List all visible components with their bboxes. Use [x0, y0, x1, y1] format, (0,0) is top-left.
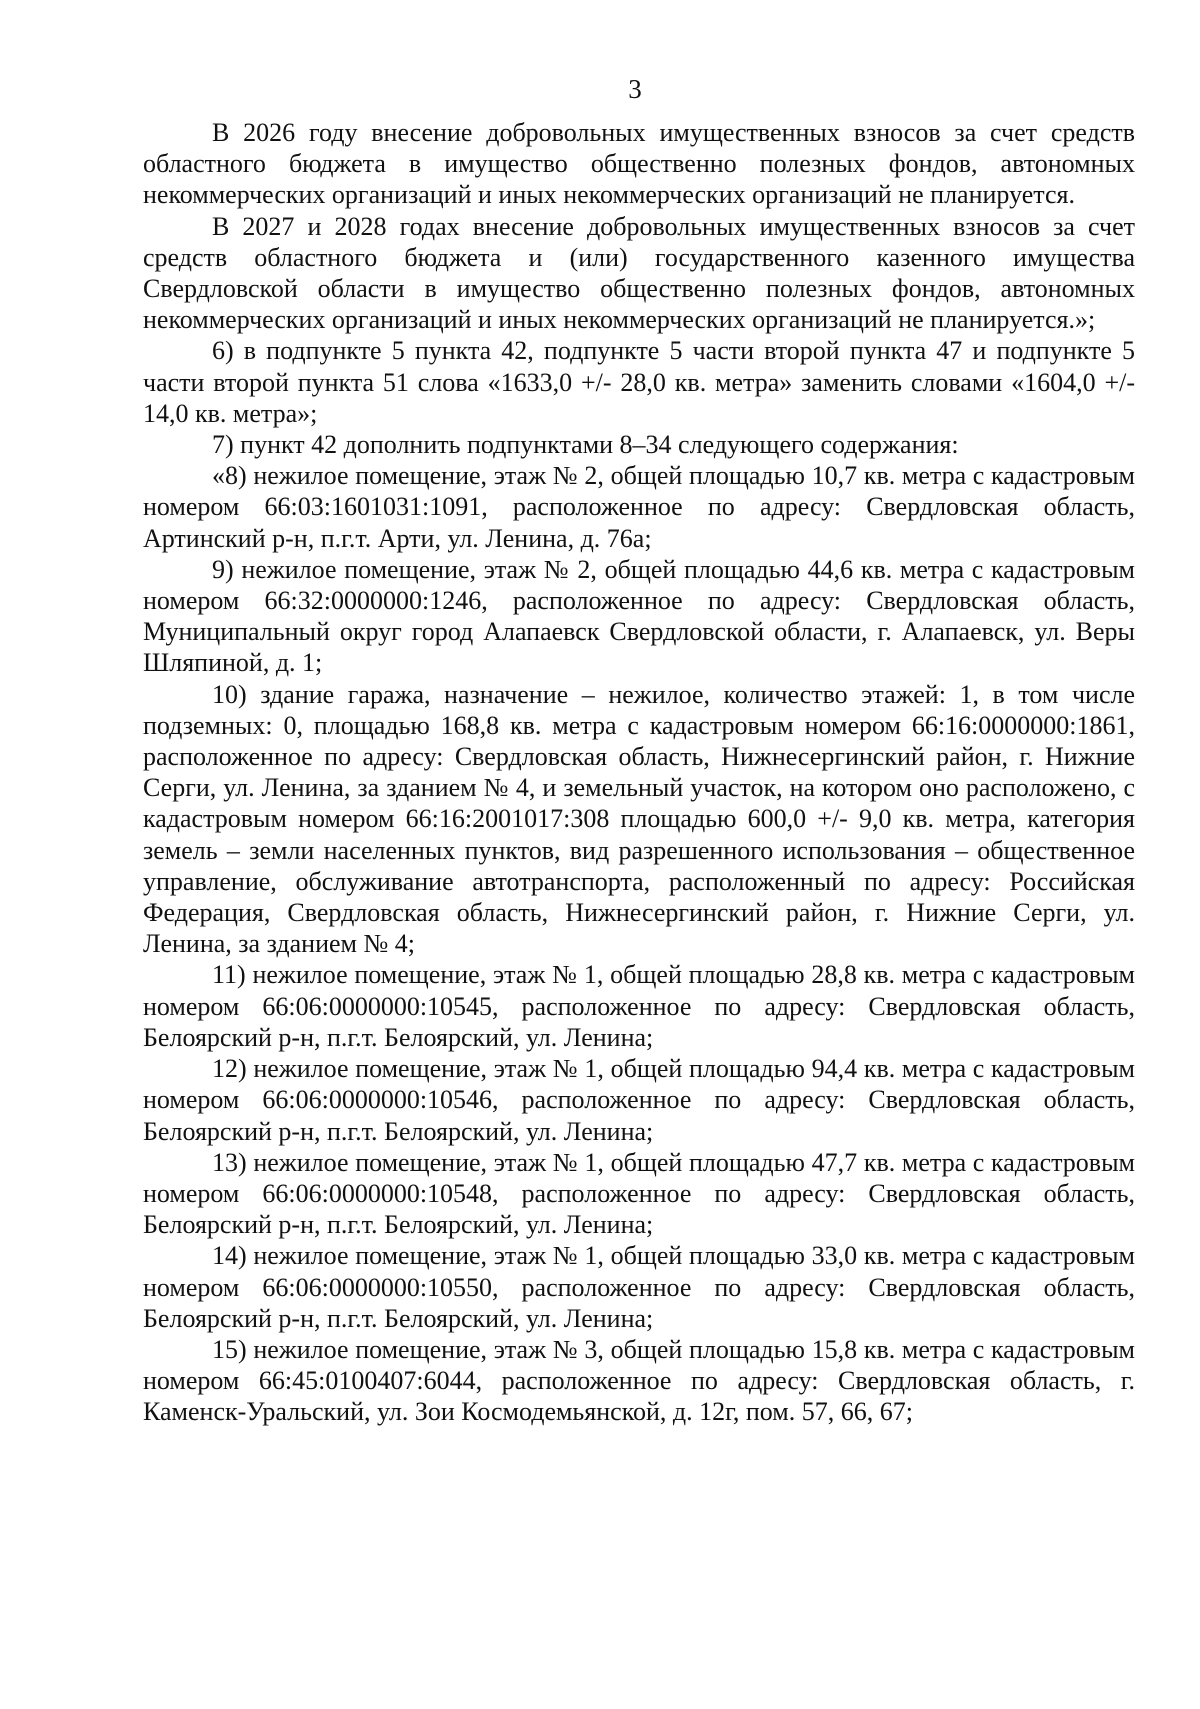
page-number: 3 — [628, 74, 642, 104]
subitem-11-beloyarsky: 11) нежилое помещение, этаж № 1, общей площадью 28,8 кв. метра с кадастровым номером 66:06:0000000:10545, расположенное по адресу: Свердловская область, Белоярский р-н, п.г.т. Белоярский, ул. Ленина; — [143, 960, 1135, 1052]
subitem-12-beloyarsky: 12) нежилое помещение, этаж № 1, общей площадью 94,4 кв. метра с кадастровым номером 66:06:0000000:10546, расположенное по адресу: Свердловская область, Белоярский р-н, п.г.т. Белоярский, ул. Ленина; — [143, 1054, 1135, 1146]
subitem-9-alapaevsk: 9) нежилое помещение, этаж № 2, общей площадью 44,6 кв. метра с кадастровым номером 66:32:0000000:1246, расположенное по адресу: Свердловская область, Муниципальный округ город Алапаевск Свердловской области, г. Алапаевск, ул. Веры Шляпиной, д. 1; — [143, 554, 1135, 678]
paragraph-2026-no-contributions: В 2026 году внесение добровольных имущественных взносов за счет средств областного бюджета в имущество общественно полезных фондов, автономных некоммерческих организаций и иных некоммерческих организаций не планируется. — [143, 118, 1135, 210]
paragraph-2027-2028-no-contributions: В 2027 и 2028 годах внесение добровольных имущественных взносов за счет средств областного бюджета и (или) государственного казенного имущества Свердловской области в имущество общественно полезных фондов, автономных некоммерческих организаций и иных некоммерческих организаций не планируется.»; — [143, 211, 1135, 335]
subitem-10-garage-nizhnie-sergi: 10) здание гаража, назначение – нежилое, количество этажей: 1, в том числе подземных: 0, площадью 168,8 кв. метра с кадастровым номером 66:16:0000000:1861, расположенное по адресу: Свердловская область, Нижнесергинский район, г. Нижние Серги, ул. Ленина, за зданием № 4, и земельный участок, на котором оно расположено, с кадастровым номером 66:16:2001017:308 площадью 600,0 +/- 9,0 кв. метра, категория земель – земли населенных пунктов, вид разрешенного использования – общественное управление, обслуживание автотранспорта, расположенный по адресу: Российская Федерация, Свердловская область, Нижнесергинский район, г. Нижние Серги, ул. Ленина, за зданием № 4; — [143, 679, 1135, 959]
subitem-13-beloyarsky: 13) нежилое помещение, этаж № 1, общей площадью 47,7 кв. метра с кадастровым номером 66:06:0000000:10548, расположенное по адресу: Свердловская область, Белоярский р-н, п.г.т. Белоярский, ул. Ленина; — [143, 1147, 1135, 1240]
document-body — [143, 117, 1135, 1428]
subitem-14-beloyarsky: 14) нежилое помещение, этаж № 1, общей площадью 33,0 кв. метра с кадастровым номером 66:06:0000000:10550, расположенное по адресу: Свердловская область, Белоярский р-н, п.г.т. Белоярский, ул. Ленина; — [143, 1241, 1135, 1333]
item-7-add-subitems: 7) пункт 42 дополнить подпунктами 8–34 следующего содержания: — [212, 430, 959, 460]
subitem-15-kamensk-uralsky: 15) нежилое помещение, этаж № 3, общей площадью 15,8 кв. метра с кадастровым номером 66:45:0100407:6044, расположенное по адресу: Свердловская область, г. Каменск-Уральский, ул. Зои Космодемьянской, д. 12г, пом. 57, 66, 67; — [143, 1334, 1135, 1427]
subitem-8-arti: «8) нежилое помещение, этаж № 2, общей площадью 10,7 кв. метра с кадастровым номером 66:03:1601031:1091, расположенное по адресу: Свердловская область, Артинский р-н, п.г.т. Арти, ул. Ленина, д. 76а; — [143, 461, 1135, 553]
item-6-replace-area: 6) в подпункте 5 пункта 42, подпункте 5 части второй пункта 47 и подпункте 5 части второй пункта 51 слова «1633,0 +/- 28,0 кв. метра» заменить словами «1604,0 +/- 14,0 кв. метра»; — [143, 336, 1135, 428]
